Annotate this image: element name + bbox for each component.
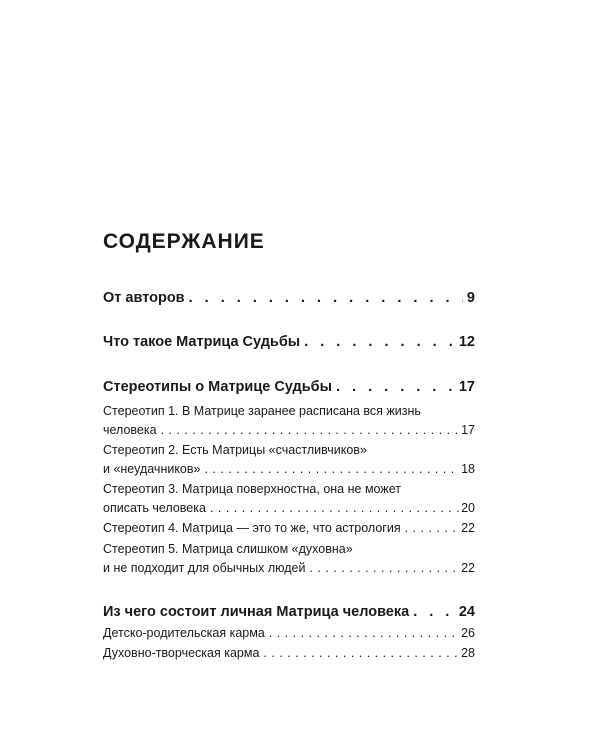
toc-entry-from-authors[interactable] [103, 290, 475, 306]
toc-entry-page: 26 [461, 626, 475, 640]
page-title: СОДЕРЖАНИЕ [103, 230, 265, 253]
dot-leader [210, 501, 460, 515]
toc-entry-title: описать человека [103, 501, 206, 515]
toc-entry-line1: Стереотип 2. Есть Матрицы «счастливчиков» [103, 443, 367, 457]
dot-leader [413, 604, 455, 620]
toc-entry-page: 17 [461, 423, 475, 437]
toc-entry-page: 22 [461, 561, 475, 575]
toc-entry-title: От авторов [103, 290, 185, 306]
dot-leader [263, 646, 460, 660]
dot-leader [336, 379, 455, 395]
dot-leader [161, 423, 461, 437]
toc-entry-title: и «неудачников» [103, 462, 201, 476]
toc-entry-page: 24 [458, 604, 475, 620]
toc-entry-what-is-matrix[interactable] [103, 334, 475, 350]
toc-entry-composition[interactable] [103, 604, 475, 620]
dot-leader [405, 521, 460, 535]
toc-entry-line1: Стереотип 1. В Матрице заранее расписана вся жизнь [103, 404, 421, 418]
toc-entry-stereotype-3[interactable] [103, 501, 475, 515]
dot-leader [204, 462, 460, 476]
toc-entry-line1: Стереотип 5. Матрица слишком «духовна» [103, 542, 353, 556]
toc-entry-title: Из чего состоит личная Матрица человека [103, 604, 410, 620]
toc-entry-child-parent-karma[interactable] [103, 626, 475, 640]
toc-entry-title: Стереотип 4. Матрица — это то же, что астрология [103, 521, 401, 535]
toc-entry-stereotype-4[interactable] [103, 521, 475, 535]
toc-entry-title: и не подходит для обычных людей [103, 561, 306, 575]
toc-entry-page: 18 [461, 462, 475, 476]
toc-entry-page: 9 [466, 290, 475, 306]
dot-leader [304, 334, 455, 350]
toc-entry-page: 22 [461, 521, 475, 535]
toc-entry-page: 12 [458, 334, 475, 350]
toc-entry-title: Духовно-творческая карма [103, 646, 260, 660]
toc-entry-title: Стереотипы о Матрице Судьбы [103, 379, 332, 395]
toc-entry-spiritual-creative-karma[interactable] [103, 646, 475, 660]
toc-entry-stereotype-5[interactable] [103, 561, 475, 575]
toc-entry-page: 17 [458, 379, 475, 395]
toc-entry-title: Детско-родительская карма [103, 626, 265, 640]
toc-entry-stereotype-2[interactable] [103, 462, 475, 476]
dot-leader [309, 561, 460, 575]
toc-entry-title: человека [103, 423, 157, 437]
dot-leader [189, 290, 463, 306]
toc-entry-title: Что такое Матрица Судьбы [103, 334, 301, 350]
toc-entry-line1: Стереотип 3. Матрица поверхностна, она не может [103, 482, 401, 496]
toc-entry-stereotypes[interactable] [103, 379, 475, 395]
toc-entry-page: 20 [461, 501, 475, 515]
toc-entry-stereotype-1[interactable] [103, 423, 475, 437]
toc-entry-page: 28 [461, 646, 475, 660]
dot-leader [269, 626, 460, 640]
